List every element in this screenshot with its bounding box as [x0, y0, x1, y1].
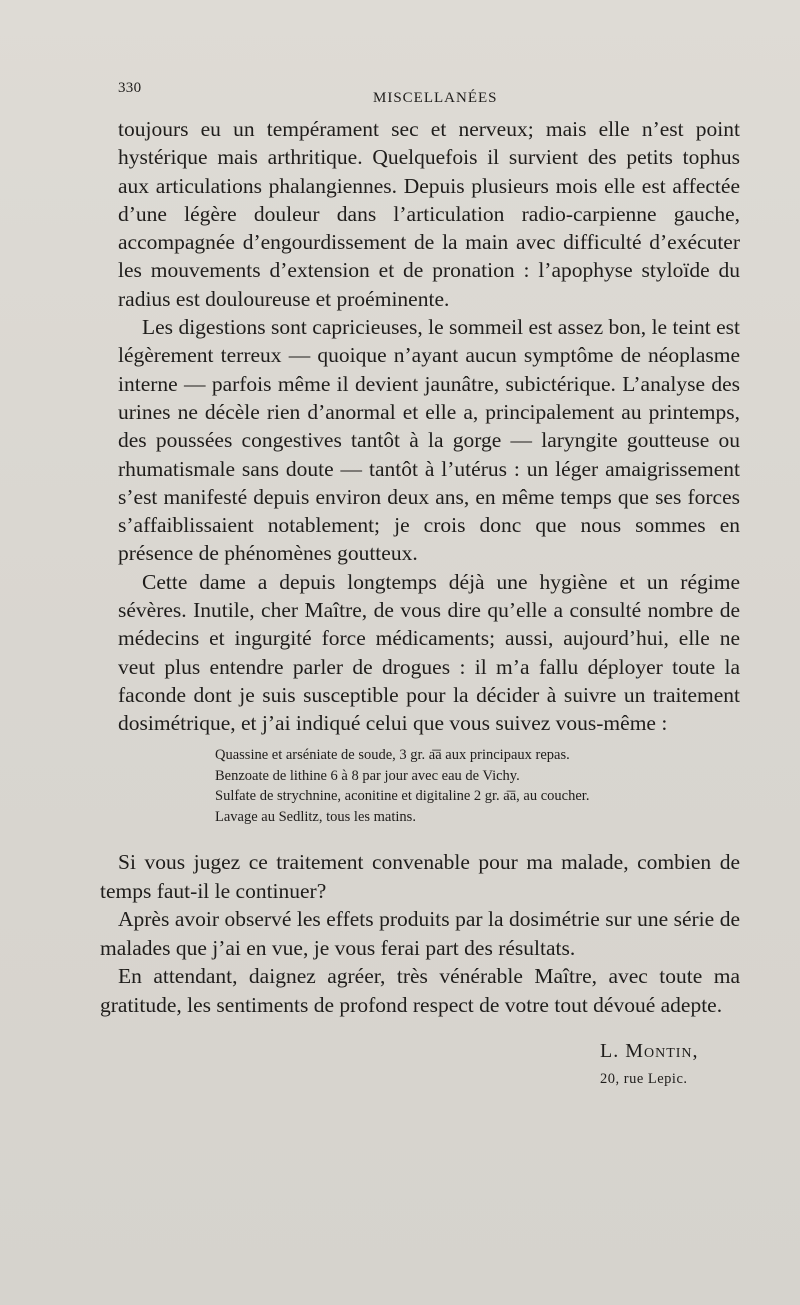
- prescription-line: Lavage au Sedlitz, tous les matins.: [215, 808, 416, 825]
- prescription-line: Sulfate de strychnine, aconitine et digitaline 2 gr. a͞a, au coucher.: [215, 788, 590, 804]
- prescription-list: [215, 745, 735, 827]
- paragraph-hygiene: Cette dame a depuis longtemps déjà une hygiène et un régime sévères. Inutile, cher Maître, de vous dire qu’elle a consulté nombre de médecins et ingurgité force médicaments; aussi, aujourd’hui, elle ne veut plus entendre parler de drogues : il m’a fallu déployer toute la faconde dont je suis susceptible pour la décider à suivre un traitement dosimétrique, et j’ai indiqué celui que vous suivez vous-même :: [118, 569, 740, 736]
- paragraph-continued: toujours eu un tempérament sec et nerveux; mais elle n’est point hystérique mais arthritique. Quelquefois il survient des petits tophus aux articulations phalangiennes. Depuis plusieurs mois elle est affectée d’une légère douleur dans l’articulation radio-carpienne gauche, accompagnée d’engourdissement de la main avec difficulté d’exécuter les mouvements d’extension et de pronation : l’apophyse styloïde du radius est douloureuse et proéminente.: [118, 117, 740, 311]
- running-head: [118, 80, 738, 110]
- closing-text: [100, 848, 740, 1020]
- author-name: L. Montin,: [600, 1040, 699, 1062]
- author-address: 20, rue Lepic.: [600, 1071, 688, 1087]
- prescription-line: Benzoate de lithine 6 à 8 par jour avec eau de Vichy.: [215, 767, 520, 784]
- running-title: MISCELLANÉES: [373, 90, 498, 106]
- paragraph-question: Si vous jugez ce traitement convenable pour ma malade, combien de temps faut-il le continuer?: [100, 850, 740, 903]
- paragraph-results: Après avoir observé les effets produits par la dosimétrie sur une série de malades que j’ai en vue, je vous ferai part des résultats.: [100, 907, 740, 960]
- paragraph-salutation: En attendant, daignez agréer, très vénérable Maître, avec toute ma gratitude, les sentiments de profond respect de votre tout dévoué adepte.: [100, 964, 740, 1017]
- page-number: 330: [118, 80, 142, 96]
- signature-block: [600, 1038, 740, 1092]
- paragraph-digestions: Les digestions sont capricieuses, le sommeil est assez bon, le teint est légèrement terreux — quoique n’ayant aucun symptôme de néoplasme interne — parfois même il devient jaunâtre, subictérique. L’analyse des urines ne décèle rien d’anormal et elle a, principalement au printemps, des poussées congestives tantôt à la gorge — laryngite goutteuse ou rhumatismale sans doute — tantôt à l’utérus : un léger amaigrissement s’est manifesté depuis environ deux ans, en même temps que ses forces s’affaiblissaient notablement; je crois donc que nous sommes en présence de phénomènes goutteux.: [118, 315, 740, 566]
- body-text: [118, 115, 740, 738]
- prescription-line: Quassine et arséniate de soude, 3 gr. a͞a aux principaux repas.: [215, 747, 570, 763]
